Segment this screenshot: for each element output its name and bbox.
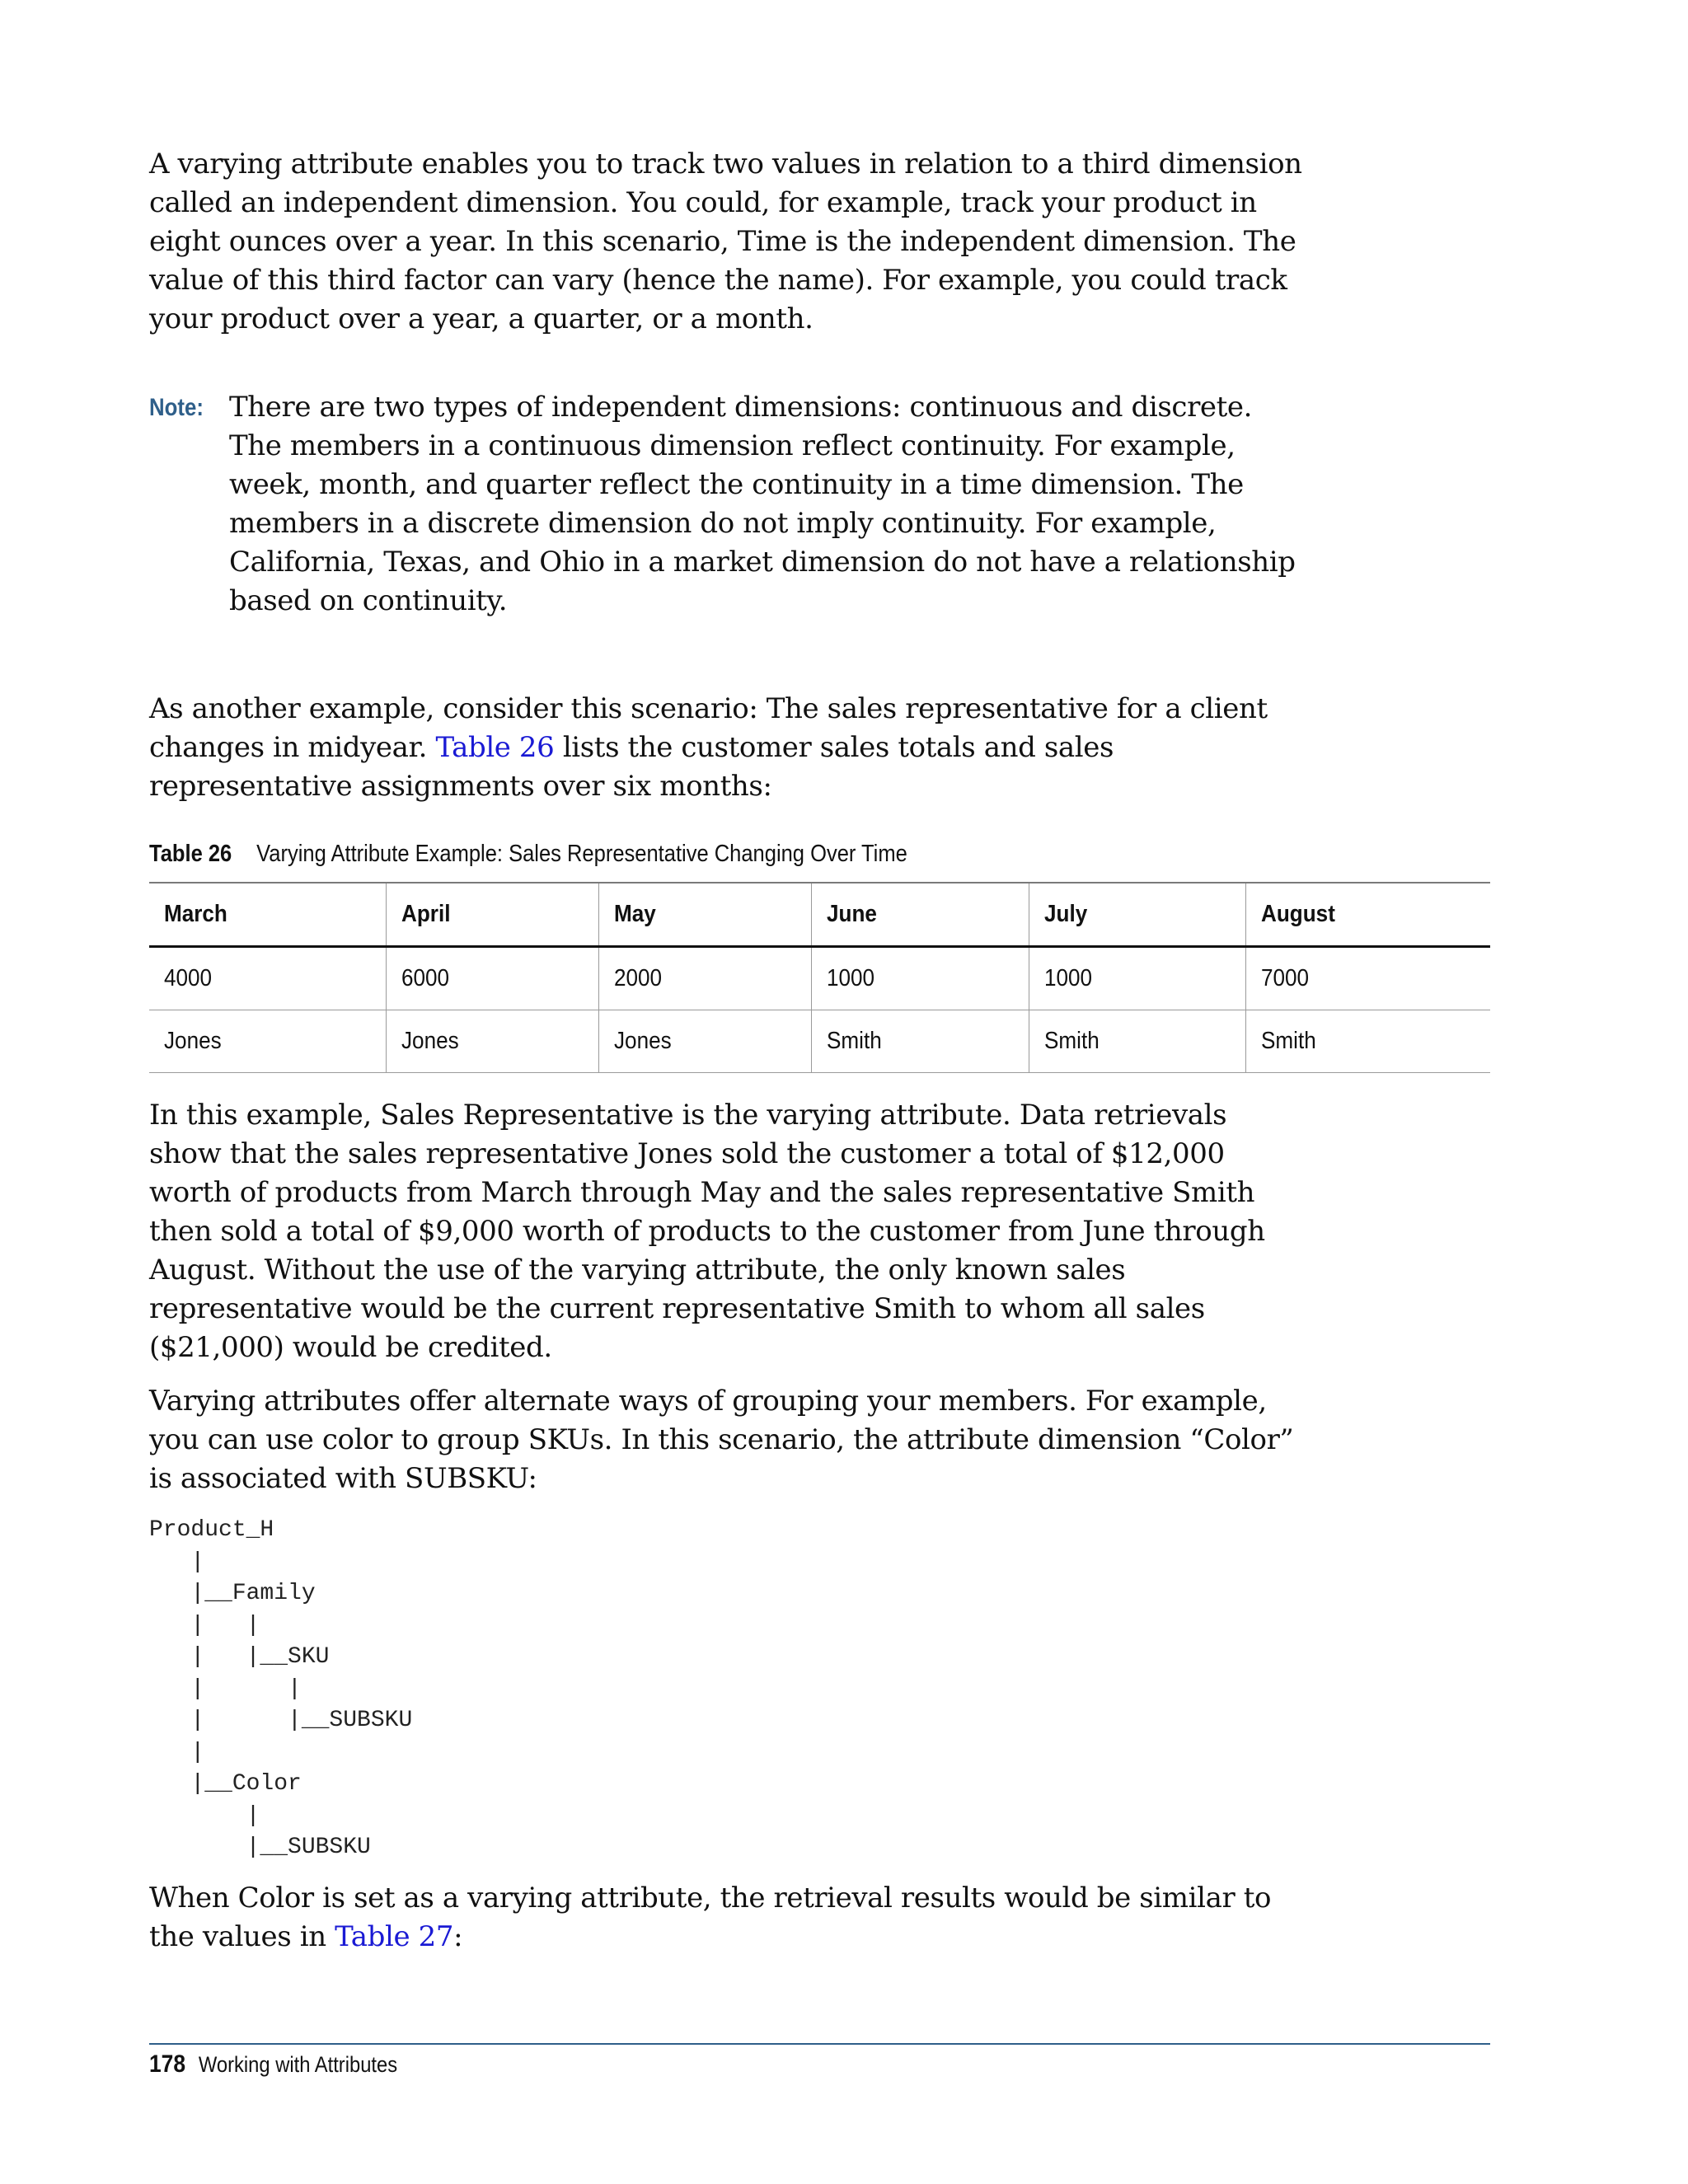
page-content — [149, 145, 1335, 1957]
varying-paragraph: Varying attributes offer alternate ways of grouping your members. For example, you can use color to group SKUs. In this scenario, the attribute dimension “Color” is associated with SUBSKU: — [149, 1385, 1294, 1495]
example-paragraph: In this example, Sales Representative is the varying attribute. Data retrievals show that the sales representative Jones sold the customer a total of $12,000 worth of products from March through May and the sales representative Smith then sold a total of $9,000 worth of products to the customer from June through August. Without the use of the varying attribute, the only known sales representative would be the current representative Smith to whom all sales ($21,000) would be credited. — [149, 1099, 1265, 1364]
table-caption-number: Table 26 — [149, 841, 232, 867]
page-number: 178 — [149, 2050, 186, 2078]
table-cell: Smith — [811, 1010, 1029, 1073]
header-cell: July — [1029, 883, 1245, 947]
header-cell: May — [598, 883, 811, 947]
note-label: Note: — [149, 394, 204, 421]
another-example-text-end: lists the customer sales totals and sales representative assignments over six months: — [149, 731, 1114, 803]
table-26-link[interactable]: Table 26 — [435, 731, 555, 764]
header-cell: April — [386, 883, 598, 947]
table-cell: 1000 — [811, 947, 1029, 1010]
table-cell: 6000 — [386, 947, 598, 1010]
table-header-row — [149, 883, 1490, 947]
table-cell: 7000 — [1245, 947, 1490, 1010]
another-example-paragraph — [149, 690, 1303, 806]
table-cell: 4000 — [164, 965, 213, 991]
when-text-end: : — [453, 1919, 463, 1953]
another-example-text-start: As another example, consider this scenario: The sales representative for a client changes in midyear. — [149, 692, 1268, 764]
table-cell: Jones — [598, 1010, 811, 1073]
table-row — [149, 947, 1490, 1010]
table-27-link[interactable]: Table 27 — [335, 1919, 454, 1953]
footer-section-title: Working with Attributes — [198, 2052, 398, 2077]
table-cell: 1000 — [1029, 947, 1245, 1010]
table-cell: Smith — [1029, 1010, 1245, 1073]
table-cell: 2000 — [598, 947, 811, 1010]
when-paragraph — [149, 1879, 1303, 1957]
table-cell: Smith — [1245, 1010, 1490, 1073]
table-cell: Jones — [164, 1028, 222, 1054]
header-cell: March — [164, 901, 227, 927]
header-cell: June — [811, 883, 1029, 947]
header-cell: August — [1245, 883, 1490, 947]
table-caption-title: Varying Attribute Example: Sales Representative Changing Over Time — [256, 841, 907, 867]
note-text: There are two types of independent dimensions: continuous and discrete. The members in a continuous dimension reflect continuity. For example, week, month, and quarter reflect the continuity in a time dimension. The members in a discrete dimension do not imply continuity. For example, California, Texas, and Ohio in a market dimension do not have a relationship based on continuity. — [229, 391, 1296, 617]
table-cell: Jones — [386, 1010, 598, 1073]
table-caption — [149, 837, 1165, 870]
footer-rule — [149, 2043, 1490, 2045]
note-box — [149, 388, 1303, 621]
page-footer — [149, 2048, 397, 2081]
sales-rep-table — [149, 882, 1490, 1073]
hierarchy-code-block: Product_H | |__Family | | | |__SKU | | | |__SUBSKU | |__Color | |__SUBSKU — [149, 1517, 413, 1860]
intro-paragraph: A varying attribute enables you to track two values in relation to a third dimension called an independent dimension. You could, for example, track your product in eight ounces over a year. In this scenario, Time is the independent dimension. The value of this third factor can vary (hence the name). For example, you could track your product over a year, a quarter, or a month. — [149, 148, 1302, 335]
table-row — [149, 1010, 1490, 1073]
when-text-start: When Color is set as a varying attribute, the retrieval results would be similar to the values in — [149, 1881, 1272, 1953]
